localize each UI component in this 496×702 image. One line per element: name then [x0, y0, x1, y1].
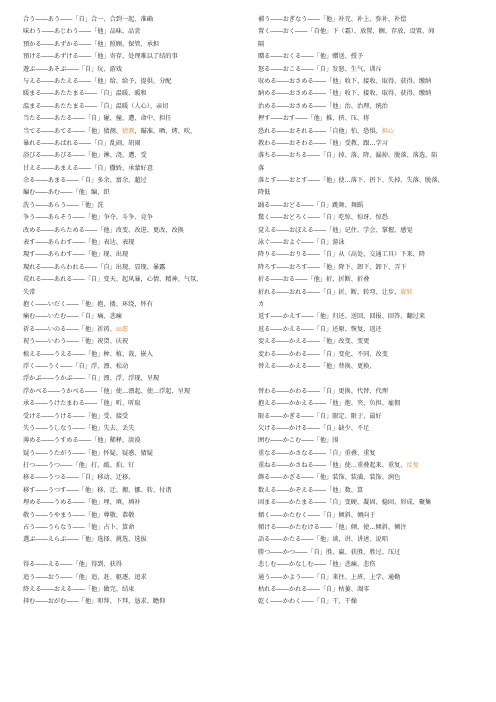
entry-line: 埋める――うめる――「他」埋、填、填补: [23, 499, 141, 507]
entry-line: 怒る――おこる――「自」发怒、生气、训斥: [258, 65, 382, 73]
entry-line: 変える――かえる――「他」改变、变更: [258, 338, 370, 346]
entry-line: 欠ける――かける――「自」缺少、不足: [258, 424, 370, 432]
entry-line: 落ちる――おちる――「自」掉、落、降、漏掉、脱落、落选、陷: [258, 152, 438, 160]
entry-line: 抱く――いだく――「他」抱、搂、环绕，怀有: [23, 300, 153, 308]
entry-line: 痛む――いたむ――「自」痛、悲痛: [23, 313, 122, 321]
entry-line: 傾く――かたむく――「自」倾斜、倾向于: [258, 511, 376, 519]
entry-line: 合う――あう――「自」合一、合到一起、准确: [23, 16, 153, 23]
entry-line: 悲しむ――かなしむ――「他」悲痛、悲伤: [258, 561, 376, 569]
entry-line: 占う――うらなう――「他」占卜、算命: [23, 524, 135, 532]
entry-line: 置く――おく――「自他」下（霜）、放置、搁、存放、设置、间: [258, 28, 435, 36]
entry-line: 傾ける――かたむける――「他」倾、使…倾斜、倾注: [258, 524, 407, 532]
entry-line: 降りる――おりる――「自」从（高处、交通工具）下来、降: [258, 251, 426, 259]
entry-line: 限る――かぎる――「自」限定、限于、最好: [258, 412, 382, 420]
entry-line: 現れる――あらわれる――「自」出现、显现、暴露: [23, 263, 166, 271]
entry-line: 通う――かよう――「自」来往、上班、上学、通勤: [258, 573, 401, 581]
entry-line: 洗う――あらう――「他」洗: [23, 201, 104, 209]
entry-line: 暴れる――あばれる――「自」乱闹、胡闹: [23, 139, 141, 147]
highlight-text: 旋转: [400, 288, 413, 296]
entry-line: [258, 126, 490, 138]
right-column: [258, 14, 490, 609]
left-column: [23, 14, 255, 609]
highlight-text: ｍ愿: [115, 325, 129, 333]
section-gap: [23, 547, 255, 559]
entry-line: 受ける――うける――「他」受、接受: [23, 412, 129, 420]
section-gap: [258, 373, 490, 385]
entry-line: 降ろす――おろす――「他」降下、卸下、卸下、弄下: [258, 263, 407, 271]
entry-line: 植える――うえる――「他」种、植、栽、嵌入: [23, 350, 153, 358]
entry-line: 浮かべる――うかべる――「他」使…漂起、使…浮起、呈现: [23, 387, 191, 395]
entry-line: 失う――うしなう――「他」失去、丢失: [23, 424, 135, 432]
entry-line: 敬う――うやまう――「他」尊敬、恭敬: [23, 511, 135, 519]
entry-line: 降低: [258, 189, 271, 197]
entry-text: 祈る――いのる――「他」祈祷、: [23, 325, 116, 333]
entry-line: 移す――うつす――「他」移、迁、搬、挪、转、付诸: [23, 486, 172, 494]
entry-text: 折れる――おれる――「自」折、断、转弯、让步、: [258, 288, 401, 296]
entry-line: 遊ぶ――あそぶ――「自」玩、游戏: [23, 65, 122, 73]
entry-line: 編む――あむ――「他」编、织: [23, 189, 110, 197]
entry-line: 改める――あらためる――「他」改变、改进、更改、改换: [23, 226, 184, 234]
highlight-text: 猜测: [122, 127, 135, 135]
entry-line: 選ぶ――えらぶ――「他」选择、挑选、选拔: [23, 536, 147, 544]
entry-line: 移る――うつる――「自」移动、迁移、: [23, 474, 135, 482]
entry-line: 拝む――おがむ――「他」叩拜、下拜、恳求、瞻仰: [23, 598, 166, 606]
entry-text: 重ねる――かさねる――「他」使…重叠起来、重复、: [258, 462, 407, 470]
entry-line: 重なる――かさなる――「自」重叠、重复: [258, 449, 376, 457]
entry-line: 得る――える――「他」得到、获得: [23, 561, 122, 569]
entry-line: [23, 324, 255, 336]
entry-line: 飾る――かざる――「他」装饰、装潢、装饰、润色: [258, 474, 401, 482]
entry-line: 泳ぐ――およぐ――「自」游泳: [258, 239, 345, 247]
entry-line: 数える――かぞえる――「他」数、算: [258, 486, 364, 494]
entry-line: 替える――かえる――「他」替换、更换、: [258, 362, 376, 370]
entry-line: 納める――おさめる――「他」收下、接收、取得、获得、缴纳: [258, 90, 432, 98]
entry-line: 返す――かえす――「他」归还、送回、回报、回答、翻过来: [258, 313, 426, 321]
entry-line: [258, 460, 490, 472]
entry-line: 追う――おう――「他」追、赶、驱逐、追求: [23, 573, 147, 581]
entry-line: 驚く――おどろく――「自」吃惊、惊讶、惊恐: [258, 214, 388, 222]
entry-line: 固まる――かたまる――「自」变硬、凝固、稳固、形成、聚集: [258, 499, 432, 507]
entry-line: 落とす――おとす――「他」使…落下、扔下、失掉、失落、脱落、: [258, 177, 444, 185]
entry-line: 替わる――かわる――「自」更换、代替、代理: [258, 387, 388, 395]
entry-line: [23, 126, 255, 138]
entry-line: 預かる――あずかる――「他」照顾、保管、承担: [23, 40, 160, 48]
entry-line: 変わる――かわる――「自」变化、不同、改变: [258, 350, 388, 358]
highlight-text: 担心: [381, 127, 395, 135]
entry-line: 教わる――おそわる――「他」受教、跟…学习: [258, 139, 388, 147]
entry-line: 抱える――かかえる――「他」抱、夹、负担、雇佣: [258, 400, 401, 408]
entry-line: 承る――うけたまわる――「他」听、听取: [23, 400, 141, 408]
entry-line: 収める――おさめる――「他」收下、接收、取得、获得、缴纳: [258, 77, 432, 85]
entry-line: 折る――おる――「他」折、折断、折叠: [258, 276, 370, 284]
entry-line: 覚える――おぼえる――「他」记住、学会、掌握、感觉: [258, 226, 413, 234]
entry-text: ，瞄准、晒、烤、吹、: [134, 127, 197, 135]
entry-line: 落: [258, 164, 265, 172]
entry-line: 贈る――おくる――「他」赠送、授予: [258, 53, 364, 61]
entry-text: 当てる――あてる――「他」猜测、: [23, 127, 122, 135]
entry-line: 終える――おえる――「他」做完、结束: [23, 585, 135, 593]
entry-line: 浮く――うく――「自」浮、漂、松动: [23, 362, 129, 370]
entry-line: 甘える――あまえる――「自」撒娇、承蒙好意: [23, 164, 153, 172]
entry-text: 恐れる――おそれる――「自他」怕、恐惧、: [258, 127, 382, 135]
entry-line: [258, 287, 490, 299]
entry-line: 打つ――うつ――「他」打、敲、拍、钉: [23, 462, 135, 470]
entry-line: 踊る――おどる――「自」跳舞、舞蹈: [258, 201, 364, 209]
entry-line: 返る――かえる――「自」还原、恢复、返还: [258, 325, 382, 333]
entry-line: 余る――あまる――「自」多余、富余、超过: [23, 177, 147, 185]
entry-line: 預ける――あずける――「他」寄存、处理难以了结的事: [23, 53, 178, 61]
entry-line: 温まる――あたたまる――「自」温暖（人心）、亲切: [23, 102, 169, 110]
entry-line: 荒れる――あれる――「自」变天、起风暴，心情、精神、气氛、: [23, 276, 203, 284]
entry-line: 勝つ――かつ――「自」胜、赢、获胜、胜过、压过: [258, 548, 401, 556]
entry-line: 囲む――かこむ――「他」围: [258, 437, 339, 445]
entry-line: 与える――あたえる――「他」给、给予、提供、分配: [23, 77, 172, 85]
entry-line: 治める――おさめる――「他」治、治理、统治: [258, 102, 388, 110]
entry-line: 疑う――うたがう――「他」怀疑、疑惑、猜疑: [23, 449, 153, 457]
entry-line: カ: [258, 300, 265, 308]
entry-line: 隔: [258, 40, 265, 48]
entry-line: 現す――あらわす――「他」现、出现: [23, 251, 129, 259]
entry-line: 浴びる――あびる――「他」淋、浇、遭、受: [23, 152, 147, 160]
entry-line: 暖まる――あたたまる――「自」温暖、暖和: [23, 90, 147, 98]
entry-line: 当たる――あたる――「自」碰、撞、遭、命中、担任: [23, 115, 172, 123]
entry-line: 失常: [23, 288, 36, 296]
entry-line: 枯れる――かれる――「自」枯萎、凋零: [258, 585, 370, 593]
entry-line: 争う――あらそう――「他」争夺、斗争、竞争: [23, 214, 153, 222]
entry-line: 語る――かたる――「他」谈、讲、讲述、说唱: [258, 536, 388, 544]
entry-line: 補う――おぎなう――「他」补充、补上、弥补、补偿: [258, 16, 407, 23]
entry-line: 味わう――あじわう――「他」品味、品尝: [23, 28, 141, 36]
highlight-text: 反复: [406, 462, 419, 470]
entry-line: 薄める――うすめる――「他」稀释、淡漠: [23, 437, 141, 445]
entry-line: 乾く――かわく――「自」干、干燥: [258, 598, 357, 606]
entry-line: 表す――あらわす――「他」表达、表现: [23, 239, 135, 247]
entry-line: 浮かぶ――うかぶ――「自」漂、浮、浮现、呈现: [23, 375, 160, 383]
entry-line: 押す――おす――「他」推、挤、压、将: [258, 115, 370, 123]
entry-line: 祝う――いわう――「他」祝贺、庆祝: [23, 338, 129, 346]
